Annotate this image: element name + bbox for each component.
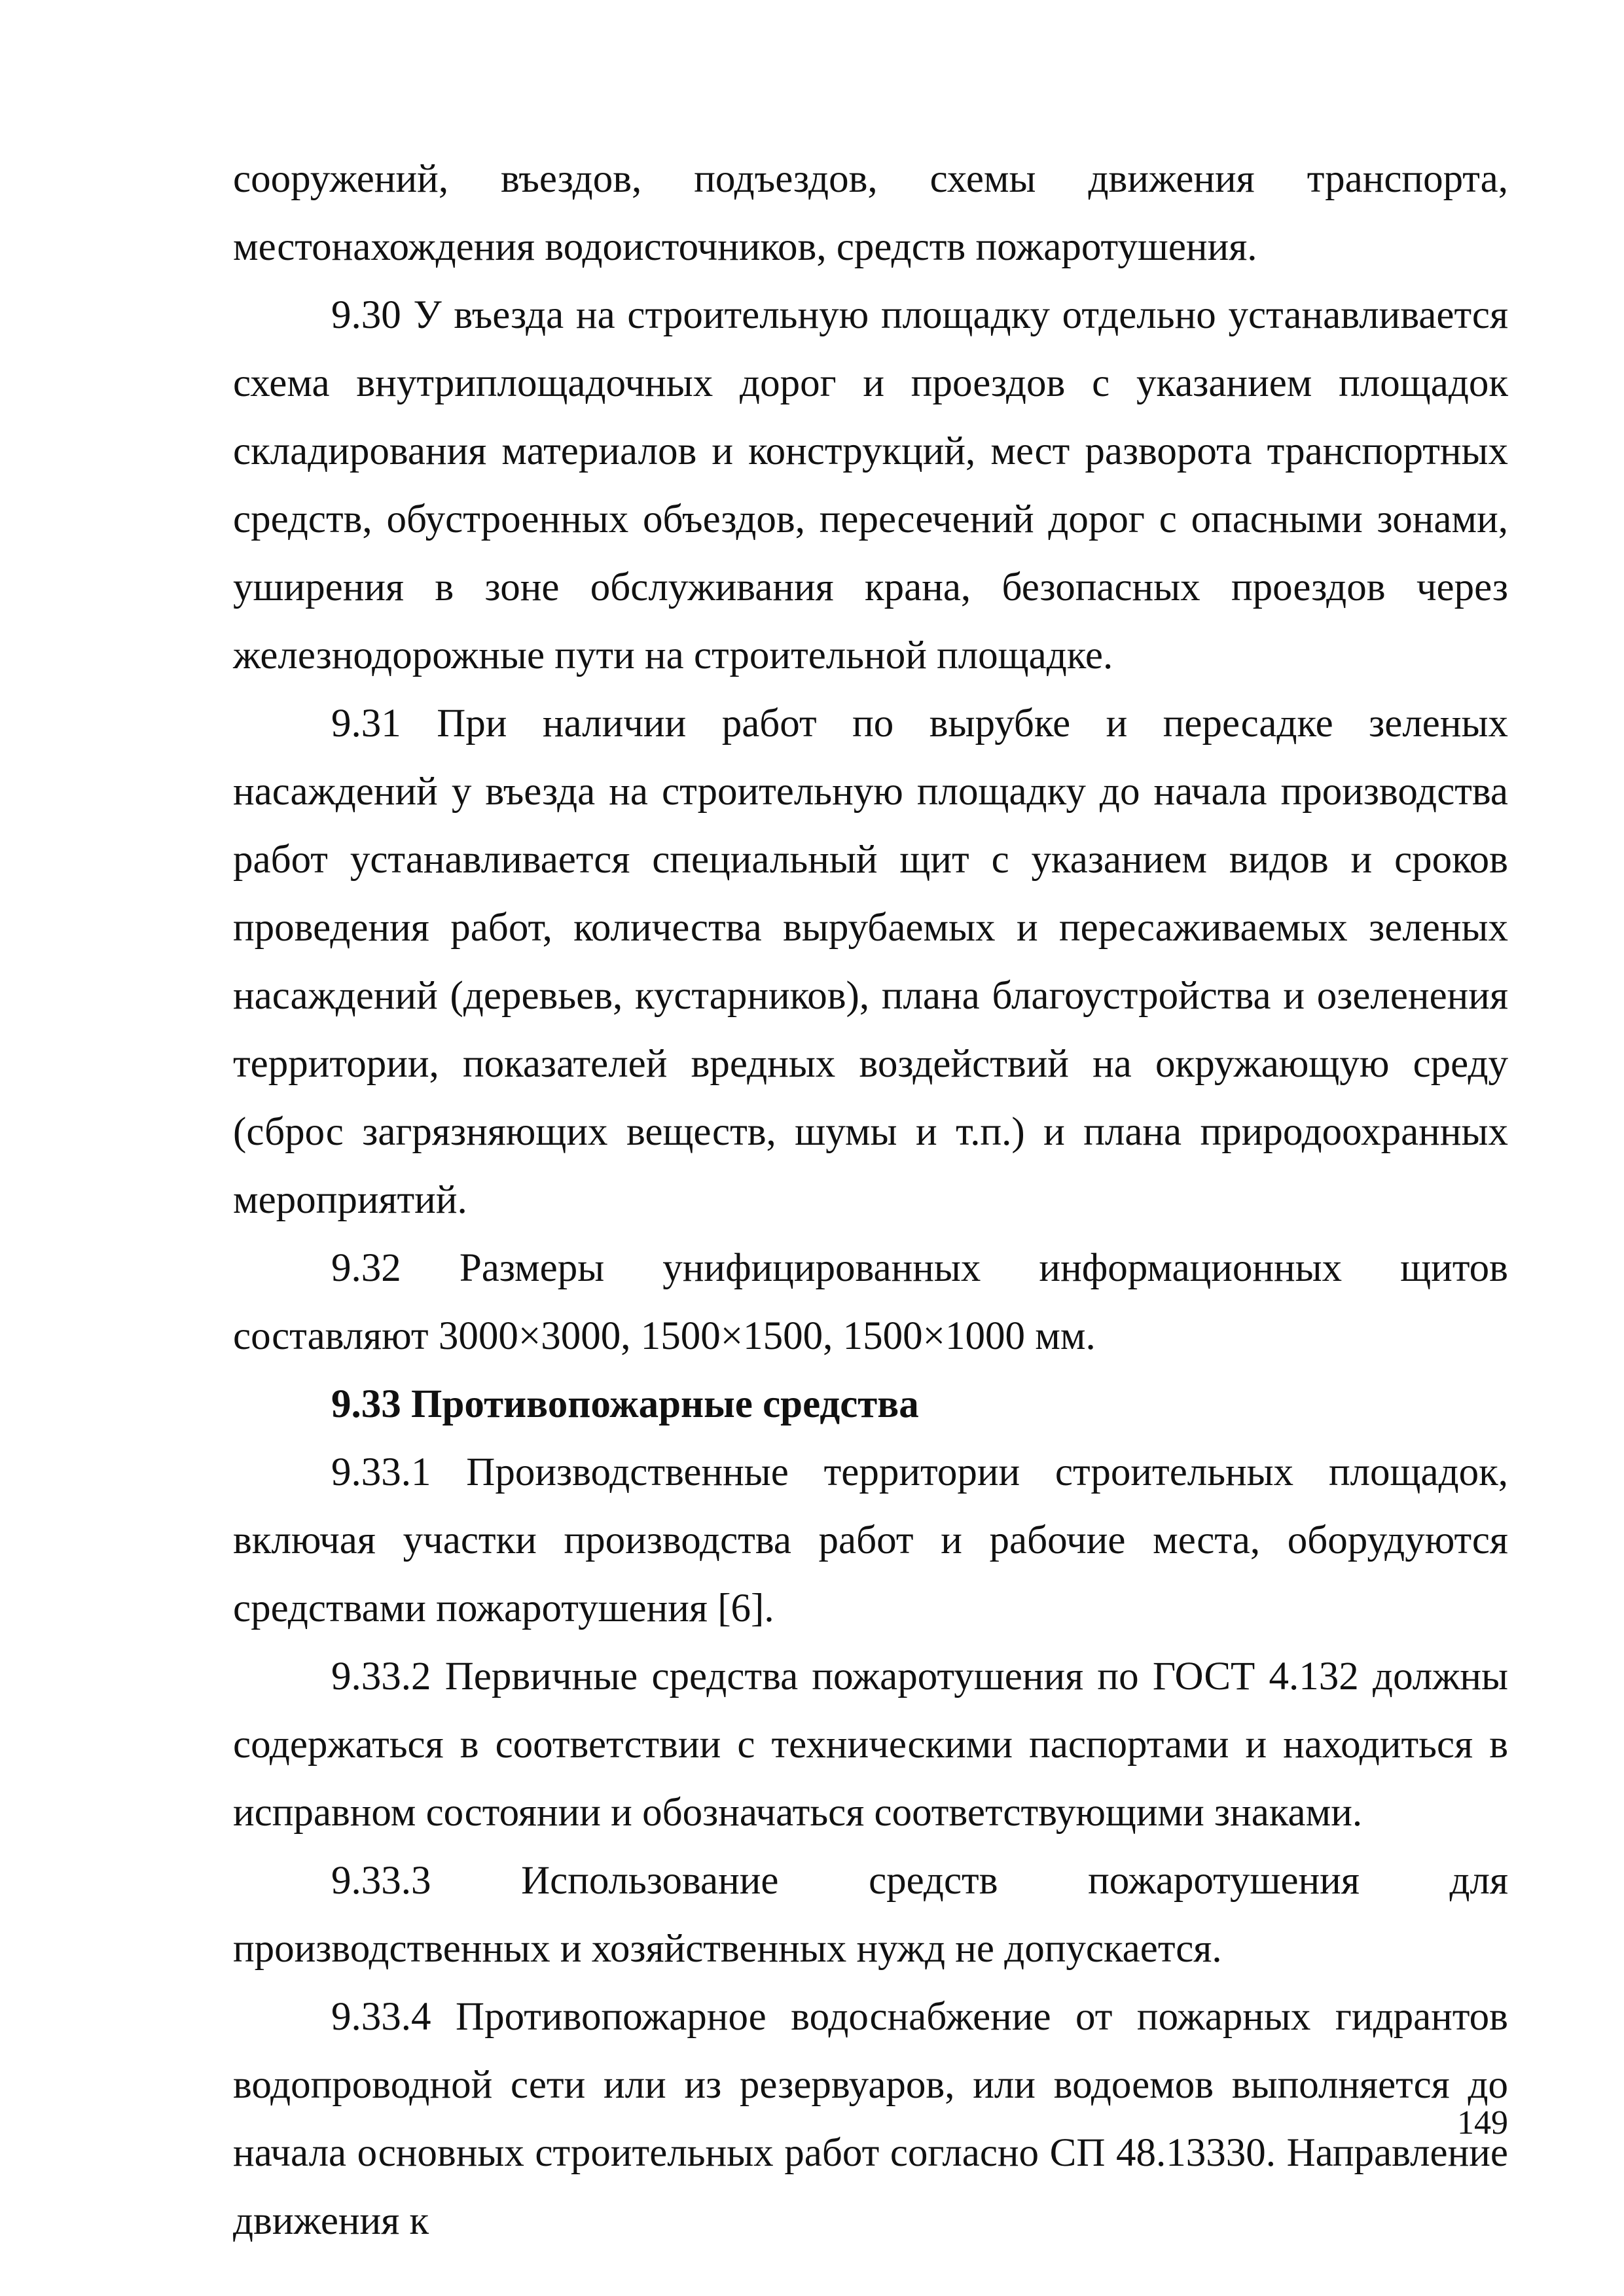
paragraph-continuation: сооружений, въездов, подъездов, схемы движения транспорта, местонахождения водоисточников, средств пожаротушения. (233, 157, 1508, 269)
paragraph-9-32: 9.32 Размеры унифицированных информационных щитов составляют 3000×3000, 1500×1500, 1500×1000 мм. (233, 1246, 1508, 1358)
paragraph-9-31: 9.31 При наличии работ по вырубке и пересадке зеленых насаждений у въезда на строительную площадку до начала производства работ устанавливается специальный щит с указанием видов и сроков проведения работ, количества вырубаемых и пересаживаемых зеленых насаждений (деревьев, кустарников), плана благоустройства и озеленения территории, показателей вредных воздействий на окружающую среду (сброс загрязняющих веществ, шумы и т.п.) и плана природоохранных мероприятий. (233, 702, 1508, 1222)
paragraph-9-33-2: 9.33.2 Первичные средства пожаротушения по ГОСТ 4.132 должны содержаться в соответствии с техническими паспортами и находиться в исправном состоянии и обозначаться соответствующими знаками. (233, 1655, 1508, 1835)
paragraph-9-30: 9.30 У въезда на строительную площадку отдельно устанавливается схема внутриплощадочных дорог и проездов с указанием площадок складирования материалов и конструкций, мест разворота транспортных средств, обустроенных объездов, пересечений дорог с опасными зонами, уширения в зоне обслуживания крана, безопасных проездов через железнодорожные пути на строительной площадке. (233, 293, 1508, 677)
section-heading-9-33: 9.33 Противопожарные средства (331, 1382, 919, 1426)
paragraph-9-33-1: 9.33.1 Производственные территории строительных площадок, включая участки производства работ и рабочие места, оборудуются средствами пожаротушения [6]. (233, 1450, 1508, 1630)
paragraph-9-33-3: 9.33.3 Использование средств пожаротушения для производственных и хозяйственных нужд не допускается. (233, 1859, 1508, 1971)
body-text (233, 145, 1508, 2255)
page-number: 149 (1457, 2104, 1508, 2142)
paragraph-9-33-4: 9.33.4 Противопожарное водоснабжение от пожарных гидрантов водопроводной сети или из резервуаров, или водоемов выполняется до начала основных строительных работ согласно СП 48.13330. Направление движения к (233, 1995, 1508, 2243)
